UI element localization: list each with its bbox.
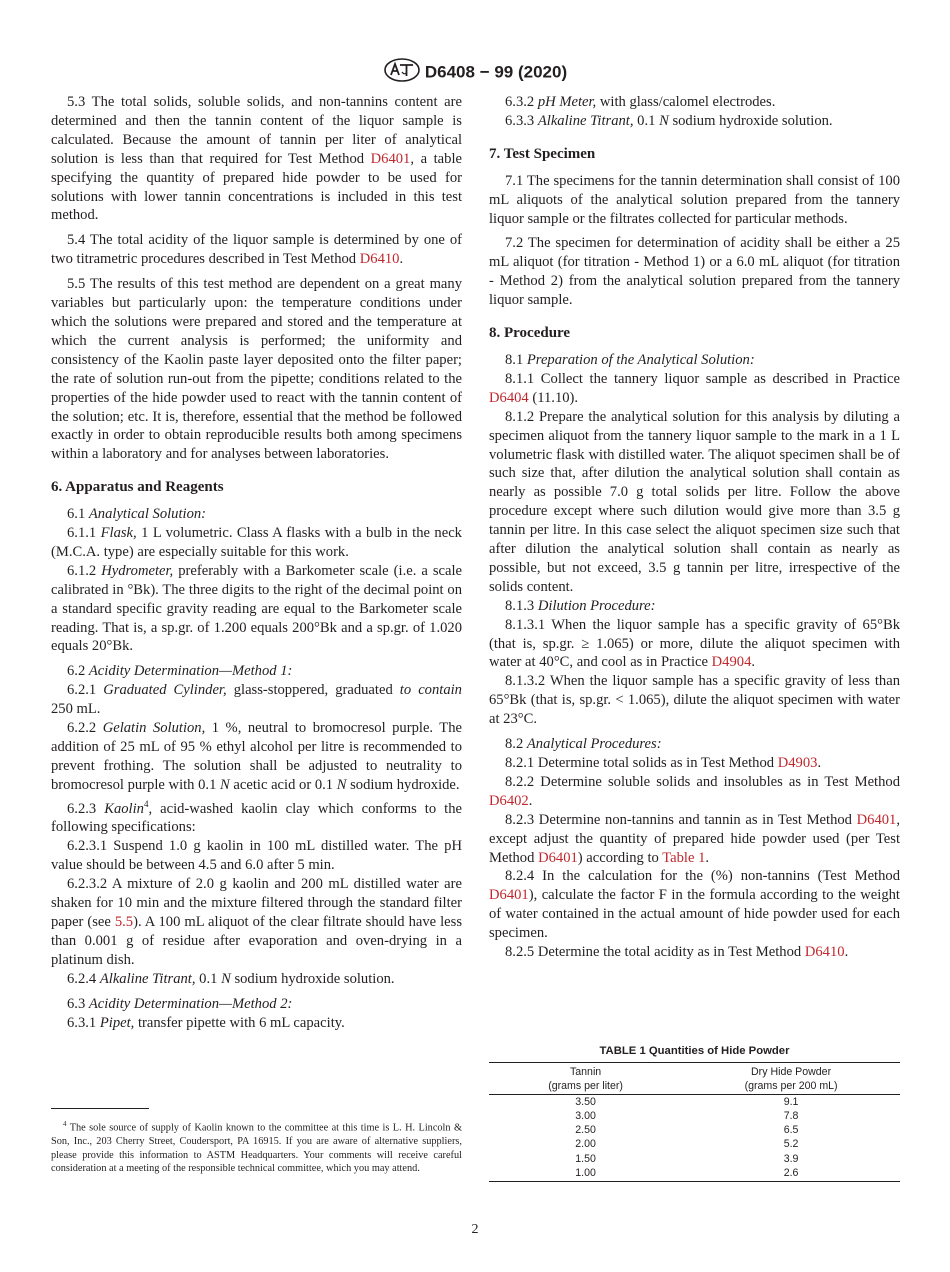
table-header-hide-powder: Dry Hide Powder <box>682 1063 900 1080</box>
para-8-1-3-1: 8.1.3.1 When the liquor sample has a specific gravity of 65°Bk (that is, sp.gr. ≥ 1.065) or more, dilute the aliquot specimen with water at 40°C, and cool as in Practice D4904. <box>489 616 900 671</box>
table-row: 1.50 3.9 <box>575 1152 799 1165</box>
link-5-5[interactable]: 5.5 <box>114 914 134 931</box>
para-8-2-5: 8.2.5 Determine the total acidity as in Test Method D6410. <box>505 944 849 961</box>
link-d6410[interactable]: D6410 <box>804 944 845 961</box>
para-8-1-2: 8.1.2 Prepare the analytical solution for this analysis by diluting a specimen aliquot from the tannery liquor sample to the mark in a 1 L volumetric flask with distilled water. The aliquot specimen shall be of such size that, after dilution the analytical solution shall contain as nearly as possible 7.0 g total solids per litre. Follow the above procedure except where such dilution would give more than 3.5 g tannin per litre. In this case select the aliquot specimen size such that after dilution the analytical solution shall contain as nearly as possible, but not exceed, 3.5 g tannin per litre, irrespective of the solids content. <box>489 408 900 595</box>
heading-section-8: 8. Procedure <box>489 325 571 342</box>
para-8-1-3-2: 8.1.3.2 When the liquor sample has a specific gravity of less than 65°Bk (that is, sp.gr. < 1.065), dilute the aliquot specimen with water at 23°C. <box>489 673 900 728</box>
para-8-2-3: 8.2.3 Determine non-tannins and tannin as in Test Method D6401, except adjust the quantity of prepared hide powder used (per Test Method D6401) according to Table 1. <box>489 811 900 866</box>
para-5-4: 5.4 The total acidity of the liquor sample is determined by one of two titrametric procedures described in Test Method D6410. <box>51 232 462 268</box>
hide-powder-table <box>489 1045 900 1182</box>
link-d6410[interactable]: D6410 <box>359 251 400 268</box>
table-row: 3.00 7.8 <box>575 1110 799 1123</box>
right-column <box>489 93 900 962</box>
heading-section-7: 7. Test Specimen <box>489 145 596 162</box>
page-number: 2 <box>471 1222 479 1237</box>
table-header-hide-powder-unit: (grams per 200 mL) <box>682 1079 900 1095</box>
para-6-3: 6.3 Acidity Determination—Method 2: <box>67 995 293 1012</box>
para-8-2: 8.2 Analytical Procedures: <box>505 736 662 753</box>
link-d4903[interactable]: D4903 <box>777 755 818 771</box>
link-d6401[interactable]: D6401 <box>856 811 897 828</box>
para-6-2-2: 6.2.2 Gelatin Solution, 1 %, neutral to bromocresol purple. The addition of 25 mL of 95 % ethyl alcohol per litre is recommended to prevent frothing. The solution shall be adjusted to neutrality to bromocresol purple with 0.1 N acetic acid or 0.1 N sodium hydroxide. <box>51 720 462 793</box>
document-designation: D6408 − 99 (2020) <box>424 62 568 82</box>
para-8-2-1: 8.2.1 Determine total solids as in Test Method D4903. <box>505 755 822 771</box>
astm-logo-icon <box>383 58 421 87</box>
link-d6404[interactable]: D6404 <box>489 389 529 406</box>
para-5-5: 5.5 The results of this test method are dependent on a great many variables but particularly upon: the temperature conditions under which the solutions were prepared and stored and the temperature at which the current analysis is performed; the uniformity and consistency of the Kaolin paste layer deposited onto the filter paper; the rate of solution run-out from the pipette; conditions related to the properties of the hide powder used to react with the tannin content of the solution; etc. It is, therefore, essential that the method be followed exactly in order to obtain reproducible results both among specimens within a laboratory and for analyses between laboratories. <box>51 276 462 463</box>
footnote: $^4$ The sole source of supply of Kaolin known to the committee at this time is L. H. Lincoln & Son, Inc., 203 Cherry Street, Coudersport, PA 16915. If you are aware of alternative suppliers, please provide this information to ASTM Headquarters. Your comments will receive careful consideration at a meeting of the responsible technical committee, which you may attend. <box>51 1120 462 1175</box>
heading-section-6: 6. Apparatus and Reagents <box>51 479 224 496</box>
link-d6401[interactable]: D6401 <box>538 849 578 866</box>
table-header-tannin: Tannin <box>489 1063 682 1080</box>
para-6-2-3: 6.2.3 Kaolin$^4$, acid-washed kaolin clay which conforms to the following specifications: <box>51 798 462 836</box>
para-6-3-1: 6.3.1 Pipet, transfer pipette with 6 mL capacity. <box>67 1014 345 1031</box>
table-row: 1.00 2.6 <box>489 1166 900 1182</box>
para-6-3-3: 6.3.3 Alkaline Titrant, 0.1 N sodium hydroxide solution. <box>505 112 833 129</box>
para-8-1: 8.1 Preparation of the Analytical Solution: <box>505 351 755 368</box>
para-6-3-2: 6.3.2 pH Meter, with glass/calomel electrodes. <box>505 94 776 110</box>
link-d6402[interactable]: D6402 <box>489 792 529 809</box>
para-6-1-2: 6.1.2 Hydrometer, preferably with a Barkometer scale (i.e. a scale calibrated in °Bk). The three digits to the right of the decimal point on a standard specific gravity reading are equal to the Barkometer scale reading. That is, a sp.gr. of 1.200 equals 200°Bk and a sp.gr. of 1.020 equals 20°Bk. <box>51 562 463 655</box>
link-table-1[interactable]: Table 1 <box>662 849 706 866</box>
para-8-1-3: 8.1.3 Dilution Procedure: <box>505 597 656 614</box>
table-title: TABLE 1 Quantities of Hide Powder <box>599 1045 790 1057</box>
para-5-3: 5.3 The total solids, soluble solids, and non-tannins content are determined and then the tannin content of the liquor sample is calculated. Because the amount of tannin per liter of analytical solution is less than that required for Test Method D6401, a table specifying the quantity of prepared hide powder to be used for solutions with lower tannin concentrations is included in this test method. <box>51 94 462 224</box>
link-d4904[interactable]: D4904 <box>711 654 752 671</box>
para-6-1: 6.1 Analytical Solution: <box>67 506 207 523</box>
left-column <box>51 93 462 1032</box>
para-7-2: 7.2 The specimen for determination of acidity shall be either a 25 mL aliquot (for titration - Method 1) or a 6.0 mL aliquot (for titration - Method 2) from the analytical solution prepared from the tannery liquor sample. <box>489 235 900 309</box>
link-d6401[interactable]: D6401 <box>489 887 529 904</box>
para-7-1: 7.1 The specimens for the tannin determination shall consist of 100 mL aliquots of the analytical solution prepared from the tannery liquor sample or the filtrates collected for particular methods. <box>489 172 900 227</box>
para-6-2-4: 6.2.4 Alkaline Titrant, 0.1 N sodium hydroxide solution. <box>67 970 395 987</box>
link-d6401[interactable]: D6401 <box>370 150 411 167</box>
footnote-ref[interactable]: 4 <box>143 798 149 809</box>
para-6-2: 6.2 Acidity Determination—Method 1: <box>67 663 293 680</box>
page-header <box>0 58 950 87</box>
para-6-2-3-2: 6.2.3.2 A mixture of 2.0 g kaolin and 200 mL distilled water are shaken for 10 min and the mixture filtered through the standard filter paper (see 5.5). A 100 mL aliquot of the clear filtrate should have less than 0.001 g of residue after evaporation and oven-drying in a platinum dish. <box>51 876 462 968</box>
table-row: 2.00 5.2 <box>575 1138 799 1151</box>
table-row: 3.50 9.1 <box>575 1096 799 1109</box>
para-8-2-4: 8.2.4 In the calculation for the (%) non-tannins (Test Method D6401), calculate the factor F in the formula according to the weight of water contained in the actual amount of hide powder used for each specimen. <box>489 868 900 942</box>
para-6-2-3-1: 6.2.3.1 Suspend 1.0 g kaolin in 100 mL distilled water. The pH value should be between 4.5 and 6.0 after 5 min. <box>51 838 462 874</box>
para-6-2-1: 6.2.1 Graduated Cylinder, glass-stoppered, graduated to contain 250 mL. <box>51 682 462 718</box>
table-header-tannin-unit: (grams per liter) <box>489 1079 682 1095</box>
table-row: 2.50 6.5 <box>575 1124 799 1137</box>
para-8-2-2: 8.2.2 Determine soluble solids and insolubles as in Test Method D6402. <box>489 773 900 809</box>
para-6-1-1: 6.1.1 Flask, 1 L volumetric. Class A flasks with a bulb in the neck (M.C.A. type) are especially suitable for this work. <box>51 525 462 560</box>
para-8-1-1: 8.1.1 Collect the tannery liquor sample as described in Practice D6404 (11.10). <box>489 370 900 406</box>
